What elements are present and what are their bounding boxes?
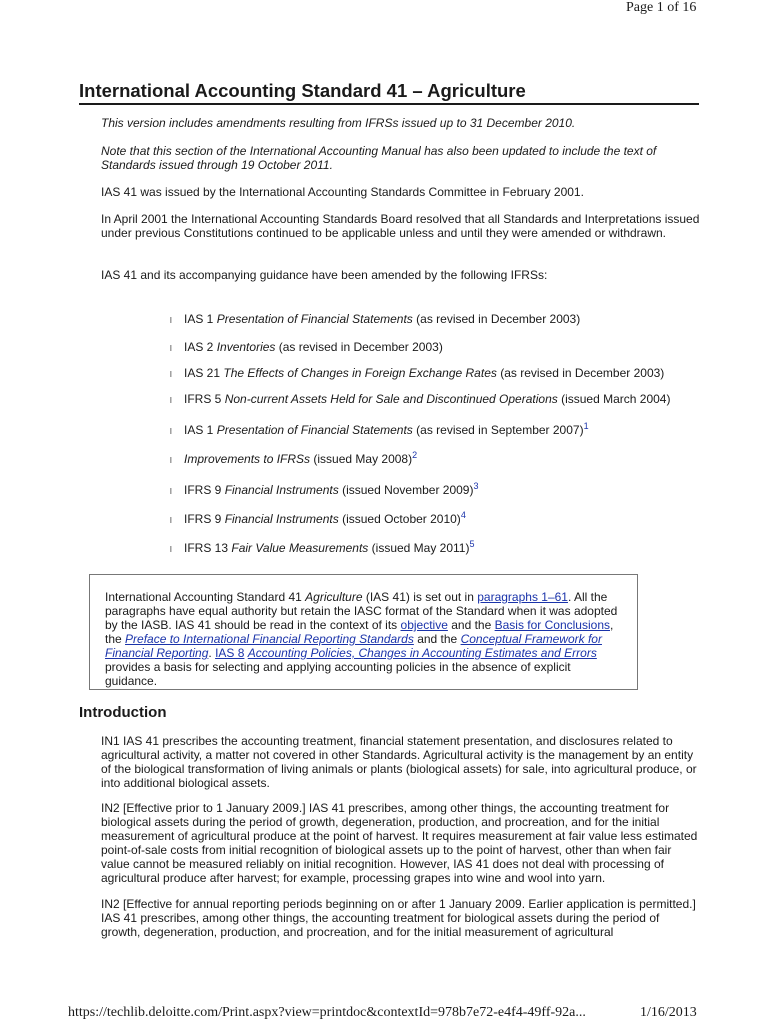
footnote-ref[interactable]: 4 [460, 510, 466, 520]
basis-for-conclusions-link[interactable]: Basis for Conclusions [494, 618, 610, 632]
footnote-ref[interactable]: 3 [473, 481, 479, 491]
paragraph-in1: IN1 IAS 41 prescribes the accounting treatment, financial statement presentation, and disclosures related to agricultural activity, a matter not covered in other Standards. Agricultural activity is the management by an entity of the biological transformation of living animals or plants (biological assets) for sale, into agricultural produce, or into additional biological assets. [101, 734, 697, 790]
intro-update-note: Note that this section of the International Accounting Manual has also been updated to include the text of Standards issued through 19 October 2011. [101, 144, 657, 172]
intro-april-2001: In April 2001 the International Accounting Standards Board resolved that all Standards and Interpretations issued under previous Constitutions continued to be applicable unless and until they were amended or withdrawn. [101, 212, 700, 240]
standard-scope-box [89, 574, 638, 690]
amendment-item: l IFRS 5 Non-current Assets Held for Sale and Discontinued Operations (issued March 2004) [170, 392, 671, 406]
footnote-ref[interactable]: 1 [583, 421, 589, 431]
bullet-marker: l [170, 396, 172, 405]
bullet-marker: l [170, 370, 172, 379]
bullet-marker: l [170, 487, 172, 496]
amendment-item: l IAS 1 Presentation of Financial Statements (as revised in September 2007)$^1$ [170, 421, 589, 437]
paragraphs-link[interactable]: paragraphs 1–61 [477, 590, 568, 604]
bullet-marker: l [170, 545, 172, 554]
objective-link[interactable]: objective [400, 618, 448, 632]
amendment-item: l IAS 1 Presentation of Financial Statements (as revised in December 2003) [170, 312, 581, 326]
bullet-marker: l [170, 456, 172, 465]
paragraph-in2-prior: IN2 [Effective prior to 1 January 2009.] IAS 41 prescribes, among other things, the accounting treatment for biological assets during the period of growth, degeneration, production, and procreation, and for the initial measurement of agricultural produce at the point of harvest. It requires measurement at fair value less estimated point-of-sale costs from initial recognition of biological assets up to the point of harvest, other than when fair value cannot be measured reliably on initial recognition. However, IAS 41 does not deal with processing of agricultural produce after harvest; for example, processing grapes into wine and wool into yarn. [101, 801, 698, 885]
intro-amended-by: IAS 41 and its accompanying guidance have been amended by the following IFRSs: [101, 268, 548, 282]
amendment-item: l IFRS 9 Financial Instruments (issued October 2010)$^4$ [170, 510, 466, 526]
page-number: Page 1 of 16 [626, 0, 697, 15]
paragraph-in2-effective: IN2 [Effective for annual reporting periods beginning on or after 1 January 2009. Earlier application is permitted.] IAS 41 prescribes, among other things, the accounting treatment for biological assets during the period of growth, degeneration, production, and procreation, and for the initial measurement of agricultural [101, 897, 696, 939]
introduction-heading: Introduction [79, 704, 167, 721]
amendment-item: l IFRS 9 Financial Instruments (issued November 2009)$^3$ [170, 481, 479, 497]
preface-link[interactable]: Preface to International Financial Reporting Standards [125, 632, 414, 646]
ias8-link[interactable]: IAS 8 [215, 646, 245, 660]
bullet-marker: l [170, 516, 172, 525]
bullet-marker: l [170, 316, 172, 325]
conceptual-framework-link[interactable]: Conceptual Framework for Financial Reporting [105, 632, 602, 660]
amendment-item: l Improvements to IFRSs (issued May 2008)$^2$ [170, 450, 418, 466]
footnote-ref[interactable]: 5 [469, 539, 475, 549]
ias8-title-link[interactable]: Accounting Policies, Changes in Accounting Estimates and Errors [247, 646, 597, 660]
footnote-ref[interactable]: 2 [412, 450, 418, 460]
intro-issued: IAS 41 was issued by the International Accounting Standards Committee in February 2001. [101, 185, 584, 199]
bullet-marker: l [170, 344, 172, 353]
intro-version-note: This version includes amendments resulting from IFRSs issued up to 31 December 2010. [101, 116, 576, 130]
page-title: International Accounting Standard 41 – Agriculture [79, 80, 699, 105]
scope-text: International Accounting Standard 41 Agriculture (IAS 41) is set out in paragraphs 1–61. All the paragraphs have equal authority but retain the IASC format of the Standard when it was adopted by the IASB. IAS 41 should be read in the context of its objective and the Basis for Conclusions, the Preface to International Financial Reporting Standards and the Conceptual Framework for Financial Reporting. IAS 8 Accounting Policies, Changes in Accounting Estimates and Errors provides a basis for selecting and applying accounting policies in the absence of explicit guidance. [105, 590, 618, 688]
amendment-item: l IAS 2 Inventories (as revised in December 2003) [170, 340, 443, 354]
bullet-marker: l [170, 427, 172, 436]
footer-url: https://techlib.deloitte.com/Print.aspx?view=printdoc&contextId=978b7e72-e4f4-49ff-92a... [68, 1005, 586, 1020]
footer-date: 1/16/2013 [640, 1005, 697, 1020]
amendment-item: l IFRS 13 Fair Value Measurements (issued May 2011)$^5$ [170, 539, 475, 555]
amendment-item: l IAS 21 The Effects of Changes in Foreign Exchange Rates (as revised in December 2003) [170, 366, 665, 380]
